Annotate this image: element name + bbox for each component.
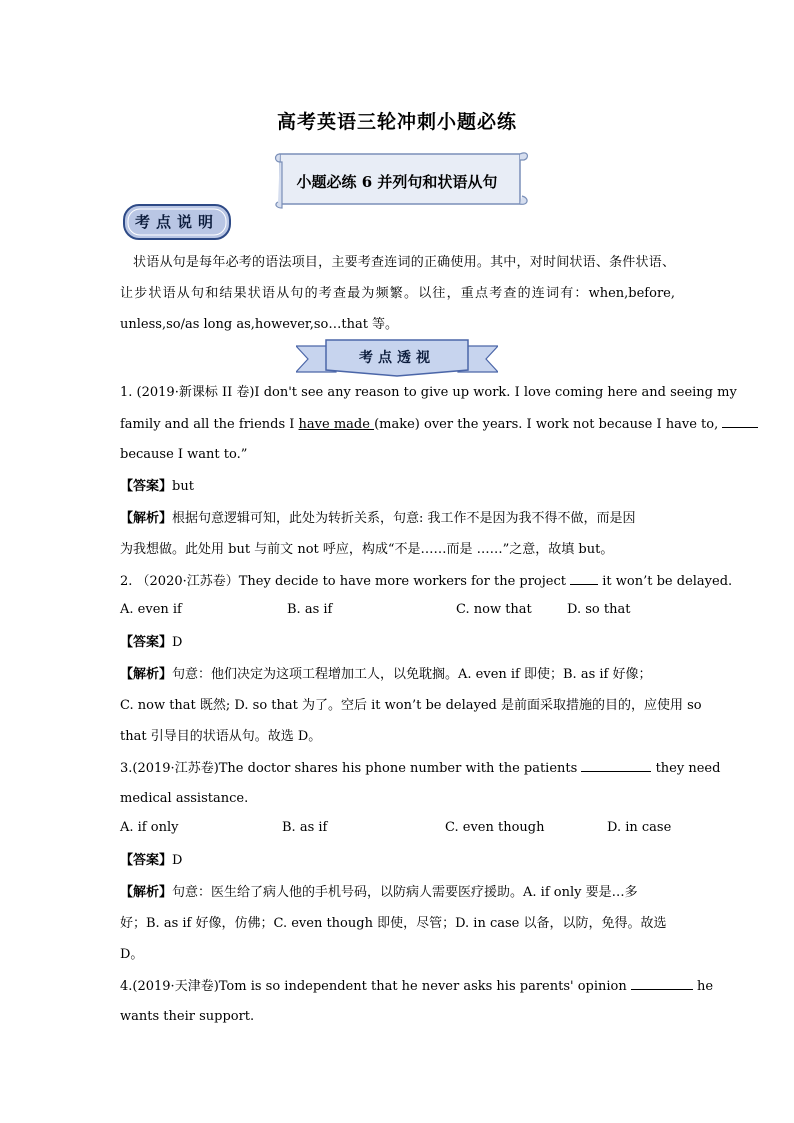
q1-analysis-2: 为我想做。此处用 but 与前文 not 呼应，构成“不是……而是 ……”之意，故填 but。 (120, 542, 614, 557)
q2-answer-value: D (172, 635, 183, 650)
q3-option-c: C. even though (445, 820, 545, 835)
q3-analysis-3: D。 (120, 947, 144, 962)
q4-stem-b: he (692, 979, 714, 994)
analysis-tag: 【解析】 (120, 885, 173, 900)
q1-blank (722, 414, 758, 428)
q3-stem-a: 3.(2019·江苏卷)The doctor shares his phone number with the patients (120, 761, 582, 776)
q3-analysis-1 (120, 883, 675, 903)
q3-blank (581, 758, 651, 772)
q3-stem-line-2: medical assistance. (120, 791, 249, 806)
q1-answer (120, 477, 675, 497)
section-title: 小题必练 6 并列句和状语从句 (296, 173, 498, 191)
kaodian-shuoming-badge (122, 203, 232, 241)
q2-option-b: B. as if (287, 602, 333, 617)
q3-option-d: D. in case (607, 820, 672, 835)
q2-option-c: C. now that (456, 602, 532, 617)
q1-text-cont: (make) over the years. I work not because I have to, (374, 417, 723, 432)
q1-line-3: because I want to.” (120, 447, 248, 462)
q3-analysis-text: 句意：医生给了病人他的手机号码，以防病人需要医疗援助。A. if only 要是…多 (172, 885, 638, 900)
q2-analysis-3: that 引导目的状语从句。故选 D。 (120, 729, 322, 744)
q2-stem-a: 2. （2020·江苏卷）They decide to have more workers for the project (120, 574, 571, 589)
analysis-tag: 【解析】 (120, 511, 173, 526)
answer-tag: 【答案】 (120, 479, 173, 494)
q2-analysis-2: C. now that 既然; D. so that 为了。空后 it won’t be delayed 是前面采取措施的目的，应使用 so (120, 698, 702, 713)
q1-analysis-1 (120, 509, 675, 529)
q4-stem (120, 976, 714, 997)
q3-answer-value: D (172, 853, 183, 868)
q2-stem-b: it won’t be delayed. (598, 574, 733, 589)
ribbon-label: 考点透视 (359, 350, 435, 366)
analysis-tag: 【解析】 (120, 667, 173, 682)
q4-stem-a: 4.(2019·天津卷)Tom is so independent that he never asks his parents' opinion (120, 979, 631, 994)
intro-paragraph: 状语从句是每年必考的语法项目，主要考查连词的正确使用。其中，对时间状语、条件状语、让步状语从句和结果状语从句的考查最为频繁。以往，重点考查的连词有：when,before, unless,so/as long as,however,so…that 等。 (120, 255, 675, 332)
q2-answer (120, 633, 675, 653)
q2-stem (120, 571, 733, 592)
q2-blank (570, 571, 598, 585)
q1-line-1: 1. (2019·新课标 II 卷)I don't see any reason to give up work. I love coming here and seeing my (120, 385, 737, 400)
q1-analysis-text: 根据句意逻辑可知，此处为转折关系，句意: 我工作不是因为我不得不做，而是因 (172, 511, 636, 526)
q3-answer (120, 851, 675, 871)
q2-analysis-text: 句意：他们决定为这项工程增加工人，以免耽搁。A. even if 即使；B. as if 好像； (172, 667, 652, 682)
badge-label: 考点说明 (134, 213, 219, 231)
q3-stem (120, 758, 721, 779)
q1-line-2 (120, 414, 723, 435)
kaodian-toushi-ribbon (296, 338, 498, 378)
q3-analysis-2: 好；B. as if 好像，仿佛；C. even though 即使，尽管；D. in case 以备，以防，免得。故选 (120, 916, 667, 931)
answer-tag: 【答案】 (120, 635, 173, 650)
section-scroll-banner (272, 148, 532, 212)
q4-blank (631, 976, 693, 990)
q3-stem-b: they need (651, 761, 721, 776)
answer-tag: 【答案】 (120, 853, 173, 868)
q1-filled-answer: have made (298, 417, 375, 432)
q2-option-a: A. even if (120, 602, 182, 617)
q3-option-b: B. as if (282, 820, 328, 835)
q2-analysis-1 (120, 665, 675, 685)
document-title: 高考英语三轮冲刺小题必练 (276, 111, 517, 133)
q1-answer-value: but (172, 479, 194, 494)
q3-option-a: A. if only (120, 820, 179, 835)
q1-text: family and all the friends I (120, 417, 299, 432)
q4-stem-line-2: wants their support. (120, 1009, 255, 1024)
q2-option-d: D. so that (567, 602, 631, 617)
